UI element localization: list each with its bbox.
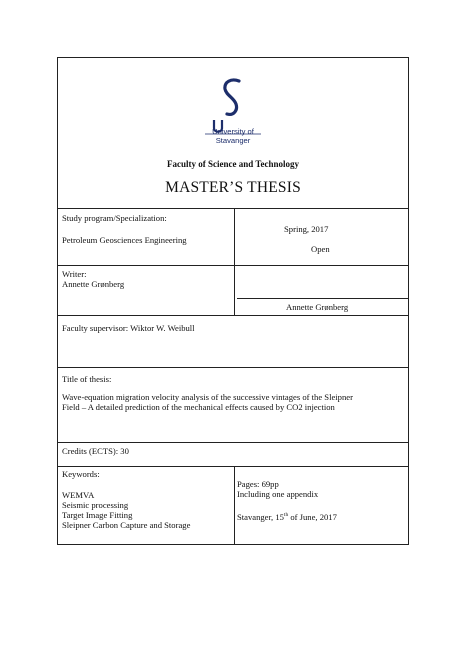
signature-line [237, 298, 409, 299]
credits-text [62, 446, 129, 457]
pages-count: Pages: 69pp [237, 479, 279, 489]
keyword-item: Sleipner Carbon Capture and Storage [62, 520, 191, 530]
keywords-label: Keywords: [62, 469, 100, 479]
supervisor-row [58, 315, 408, 367]
study-program-value: Petroleum Geosciences Engineering [62, 235, 187, 245]
faculty-name: Faculty of Science and Technology [166, 159, 299, 169]
document-type-title: MASTER’S THESIS [165, 179, 301, 196]
keywords-row [58, 466, 408, 544]
thesis-title-line1: Wave-equation migration velocity analysis of the successive vintages of the Sleipner [62, 392, 353, 402]
keyword-item: Target Image Fitting [62, 510, 133, 520]
supervisor-label: Faculty supervisor: [62, 323, 129, 333]
appendix-note: Including one appendix [237, 489, 319, 499]
place-and-date [237, 510, 337, 522]
thesis-title-line2: Field – A detailed prediction of the mechanical effects caused by CO2 injection [62, 402, 335, 412]
writer-name: Annette Grønberg [62, 279, 125, 289]
thesis-form [57, 57, 409, 545]
university-name-line1: University of [212, 127, 254, 136]
keyword-item: Seismic processing [62, 500, 129, 510]
credits-label: Credits (ECTS): [62, 446, 119, 456]
thesis-title-label: Title of thesis: [62, 374, 112, 384]
access-value: Open [311, 244, 330, 254]
place-date-prefix: Stavanger, 15 [237, 511, 284, 522]
supervisor-name: Wiktor W. Weibull [130, 323, 195, 333]
credits-row [58, 442, 408, 466]
study-program-row [58, 208, 408, 265]
study-divider [234, 208, 235, 265]
thesis-title-row [58, 367, 408, 442]
keywords-divider [234, 466, 235, 544]
writer-row [58, 265, 408, 315]
writer-label: Writer: [62, 269, 87, 279]
keyword-item: WEMVA [62, 490, 95, 500]
date-ordinal-suffix: th [283, 512, 289, 518]
supervisor-text [62, 323, 195, 334]
writer-divider [234, 265, 235, 315]
credits-value: 30 [120, 446, 129, 456]
university-name-line2: Stavanger [215, 136, 251, 145]
study-program-label: Study program/Specialization: [62, 213, 167, 223]
signature-name: Annette Grønberg [286, 302, 349, 312]
place-date-suffix: of June, 2017 [288, 511, 337, 522]
semester-value: Spring, 2017 [284, 224, 329, 234]
